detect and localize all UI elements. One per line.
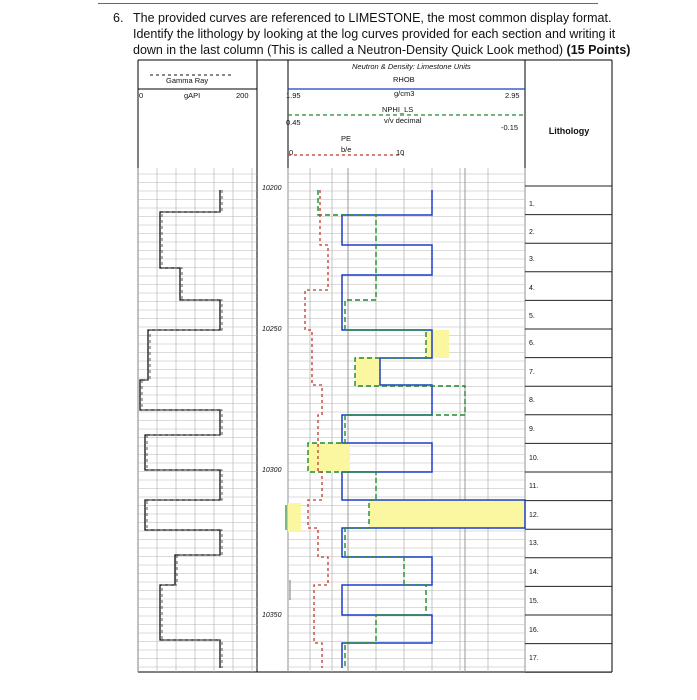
depth-label: 10300 [262,467,282,474]
lithology-title: Lithology [548,126,590,136]
question-line-2: Identify the lithology by looking at the log curves provided for each section and writing it [133,27,616,41]
gamma-units: gAPI [184,91,201,100]
answer-row-label: 11. [529,483,539,490]
pe-min: 0 [289,148,294,157]
rhob-min: 1.95 [286,91,301,100]
answer-row-label: 16. [529,627,539,634]
rhob-label: RHOB [393,75,415,84]
nphi-right: -0.15 [501,123,519,132]
rhob-units: g/cm3 [394,89,415,98]
depth-label: 10350 [262,612,282,619]
answer-row-label: 9. [529,426,535,433]
question-line-1: The provided curves are referenced to LIMESTONE, the most common display format. [133,11,612,25]
crossover-fill [355,357,381,386]
rhob-max: 2.95 [505,91,520,100]
pe-label: PE [341,134,352,143]
answer-row-label: 10. [529,455,539,462]
answer-row-label: 8. [529,397,535,404]
answer-row-label: 2. [529,229,535,236]
answer-row-label: 3. [529,256,535,263]
pe-max: 10 [396,148,405,157]
nphi-left: 0.45 [286,118,301,127]
question-points: (15 Points) [566,43,631,57]
depth-label: 10250 [262,326,282,333]
nphi-units: v/v decimal [384,116,422,125]
answer-row-label: 13. [529,540,539,547]
answer-row-label: 15. [529,598,539,605]
depth-label: 10200 [262,185,282,192]
answer-row-label: 6. [529,340,535,347]
crossover-fill [308,443,350,472]
answer-row-label: 4. [529,285,535,292]
crossover-fill [426,330,449,358]
answer-row-label: 14. [529,569,539,576]
answer-row-label: 17. [529,655,539,662]
nphi-label: NPHI_LS [382,105,414,114]
question-line-3-text: down in the last column (This is called a Neutron-Density Quick Look method) [133,43,564,57]
pe-units: b/e [341,145,352,154]
answer-row-label: 5. [529,313,535,320]
crossover-fill [288,503,301,532]
gamma-title: Gamma Ray [166,76,209,85]
gamma-max: 200 [236,91,249,100]
gamma-min: 0 [139,91,144,100]
answer-row-label: 7. [529,369,535,376]
answer-row-label: 1. [529,201,535,208]
answer-row-label: 12. [529,512,539,519]
nd-title: Neutron & Density: Limestone Units [352,62,471,71]
question-number: 6. [113,11,124,25]
crossover-fill [369,500,525,528]
